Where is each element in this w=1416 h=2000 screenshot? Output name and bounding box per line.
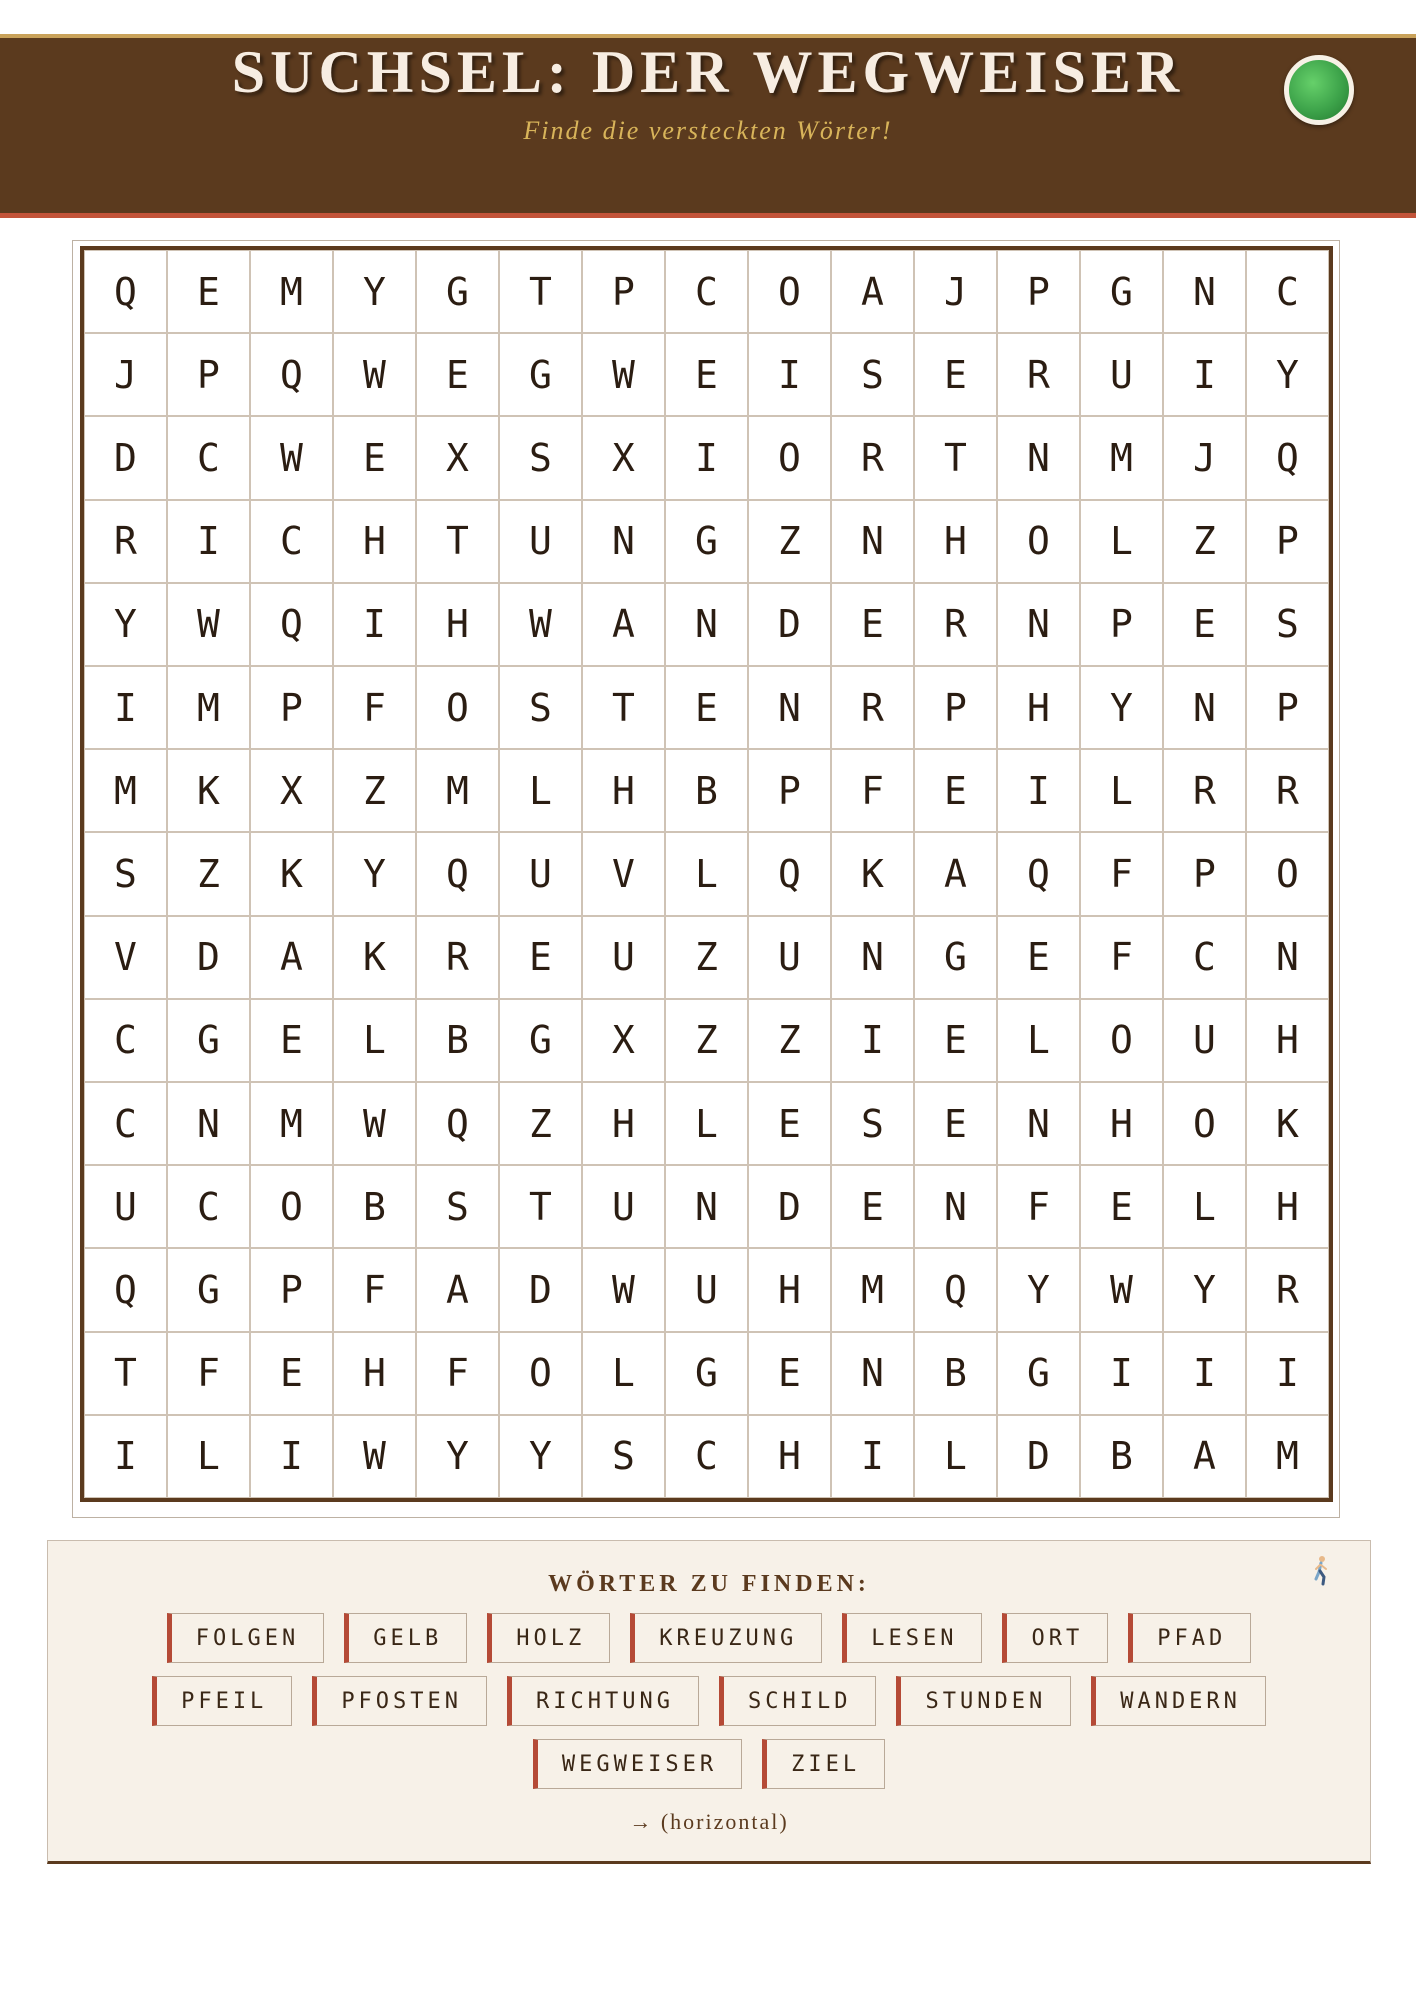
grid-cell[interactable]: K: [1246, 1082, 1329, 1165]
grid-cell[interactable]: Q: [914, 1248, 997, 1331]
grid-cell[interactable]: G: [416, 250, 499, 333]
grid-cell[interactable]: H: [582, 749, 665, 832]
grid-cell[interactable]: F: [997, 1165, 1080, 1248]
grid-cell[interactable]: G: [665, 500, 748, 583]
grid-cell[interactable]: L: [167, 1415, 250, 1498]
grid-cell[interactable]: Y: [499, 1415, 582, 1498]
grid-cell[interactable]: S: [582, 1415, 665, 1498]
grid-cell[interactable]: Z: [665, 999, 748, 1082]
grid-cell[interactable]: T: [84, 1332, 167, 1415]
grid-cell[interactable]: H: [748, 1248, 831, 1331]
word-chip: ZIEL: [762, 1739, 885, 1789]
status-indicator-icon: [1284, 55, 1354, 125]
grid-cell[interactable]: S: [416, 1165, 499, 1248]
grid-cell[interactable]: D: [84, 416, 167, 499]
grid-cell[interactable]: F: [1080, 832, 1163, 915]
grid-cell[interactable]: K: [831, 832, 914, 915]
grid-cell[interactable]: P: [1080, 583, 1163, 666]
grid-cell[interactable]: L: [914, 1415, 997, 1498]
grid-cell[interactable]: S: [499, 666, 582, 749]
grid-cell[interactable]: M: [250, 1082, 333, 1165]
grid-cell[interactable]: N: [914, 1165, 997, 1248]
grid-cell[interactable]: G: [499, 999, 582, 1082]
grid-cell[interactable]: Q: [416, 1082, 499, 1165]
grid-cell[interactable]: O: [748, 250, 831, 333]
word-chip: PFOSTEN: [312, 1676, 487, 1726]
grid-cell[interactable]: P: [167, 333, 250, 416]
grid-cell[interactable]: O: [1163, 1082, 1246, 1165]
grid-cell[interactable]: K: [250, 832, 333, 915]
grid-cell[interactable]: Y: [997, 1248, 1080, 1331]
grid-cell[interactable]: Y: [1246, 333, 1329, 416]
grid-cell[interactable]: N: [1163, 666, 1246, 749]
grid-cell[interactable]: I: [748, 333, 831, 416]
grid-cell[interactable]: A: [831, 250, 914, 333]
page-subtitle: Finde die versteckten Wörter!: [523, 116, 893, 145]
grid-cell[interactable]: D: [167, 916, 250, 999]
grid-cell[interactable]: M: [1080, 416, 1163, 499]
word-chip: GELB: [344, 1613, 467, 1663]
grid-cell[interactable]: E: [416, 333, 499, 416]
grid-cell[interactable]: W: [499, 583, 582, 666]
word-chip: FOLGEN: [167, 1613, 324, 1663]
grid-cell[interactable]: G: [1080, 250, 1163, 333]
grid-cell[interactable]: J: [1163, 416, 1246, 499]
grid-cell[interactable]: L: [1163, 1165, 1246, 1248]
word-row: [48, 1739, 1370, 1791]
grid-cell[interactable]: W: [582, 333, 665, 416]
grid-cell[interactable]: I: [1163, 1332, 1246, 1415]
word-list: [48, 1613, 1370, 1802]
grid-cell[interactable]: L: [665, 1082, 748, 1165]
word-chip: SCHILD: [719, 1676, 876, 1726]
grid-cell[interactable]: D: [997, 1415, 1080, 1498]
grid-cell[interactable]: Q: [84, 1248, 167, 1331]
grid-cell[interactable]: I: [333, 583, 416, 666]
word-chip: ORT: [1002, 1613, 1108, 1663]
grid-cell[interactable]: N: [997, 416, 1080, 499]
grid-cell[interactable]: L: [1080, 500, 1163, 583]
grid-cell[interactable]: J: [84, 333, 167, 416]
grid-cell[interactable]: K: [167, 749, 250, 832]
grid-cell[interactable]: F: [333, 1248, 416, 1331]
grid-cell[interactable]: I: [1080, 1332, 1163, 1415]
grid-cell[interactable]: P: [1163, 832, 1246, 915]
grid-cell[interactable]: Z: [748, 999, 831, 1082]
grid-cell[interactable]: Z: [333, 749, 416, 832]
grid-cell[interactable]: I: [665, 416, 748, 499]
grid-cell[interactable]: E: [665, 666, 748, 749]
grid-cell[interactable]: W: [1080, 1248, 1163, 1331]
grid-cell[interactable]: E: [914, 1082, 997, 1165]
grid-cell[interactable]: E: [1080, 1165, 1163, 1248]
grid-cell[interactable]: B: [665, 749, 748, 832]
grid-cell[interactable]: W: [333, 1082, 416, 1165]
grid-cell[interactable]: P: [914, 666, 997, 749]
grid-cell[interactable]: N: [831, 916, 914, 999]
grid-cell[interactable]: B: [1080, 1415, 1163, 1498]
grid-cell[interactable]: B: [914, 1332, 997, 1415]
grid-cell[interactable]: I: [84, 666, 167, 749]
grid-cell[interactable]: O: [748, 416, 831, 499]
grid-cell[interactable]: V: [84, 916, 167, 999]
grid-cell[interactable]: E: [665, 333, 748, 416]
grid-cell[interactable]: B: [333, 1165, 416, 1248]
grid-cell[interactable]: S: [831, 333, 914, 416]
grid-cell[interactable]: I: [1246, 1332, 1329, 1415]
grid-cell[interactable]: D: [748, 583, 831, 666]
grid-cell[interactable]: R: [416, 916, 499, 999]
grid-cell[interactable]: E: [831, 583, 914, 666]
grid-cell[interactable]: R: [1246, 1248, 1329, 1331]
grid-cell[interactable]: L: [499, 749, 582, 832]
word-chip: PFEIL: [152, 1676, 292, 1726]
grid-cell[interactable]: H: [416, 583, 499, 666]
grid-cell[interactable]: C: [1163, 916, 1246, 999]
grid-cell[interactable]: C: [84, 999, 167, 1082]
grid-cell[interactable]: S: [84, 832, 167, 915]
grid-cell[interactable]: A: [582, 583, 665, 666]
grid-cell[interactable]: R: [831, 416, 914, 499]
grid-cell[interactable]: U: [499, 500, 582, 583]
grid-cell[interactable]: U: [1080, 333, 1163, 416]
grid-cell[interactable]: I: [1163, 333, 1246, 416]
grid-cell[interactable]: Y: [333, 250, 416, 333]
grid-cell[interactable]: B: [416, 999, 499, 1082]
grid-cell[interactable]: C: [250, 500, 333, 583]
grid-cell[interactable]: H: [1246, 999, 1329, 1082]
grid-cell[interactable]: V: [582, 832, 665, 915]
grid-cell[interactable]: W: [333, 1415, 416, 1498]
grid-cell[interactable]: O: [997, 500, 1080, 583]
grid-cell[interactable]: P: [250, 666, 333, 749]
grid-cell[interactable]: E: [914, 999, 997, 1082]
grid-cell[interactable]: R: [1246, 749, 1329, 832]
grid-cell[interactable]: F: [831, 749, 914, 832]
grid-cell[interactable]: S: [499, 416, 582, 499]
grid-cell[interactable]: Z: [748, 500, 831, 583]
grid-cell[interactable]: G: [167, 999, 250, 1082]
grid-cell[interactable]: H: [914, 500, 997, 583]
word-chip: HOLZ: [487, 1613, 610, 1663]
page-title: SUCHSEL: DER WEGWEISER: [231, 39, 1185, 105]
word-bank: [47, 1540, 1371, 1864]
grid-cell[interactable]: M: [250, 250, 333, 333]
grid-cell[interactable]: W: [582, 1248, 665, 1331]
grid-cell[interactable]: T: [499, 1165, 582, 1248]
grid-cell[interactable]: U: [665, 1248, 748, 1331]
grid-cell[interactable]: Q: [997, 832, 1080, 915]
grid-cell[interactable]: H: [333, 500, 416, 583]
grid-cell[interactable]: E: [499, 916, 582, 999]
grid-cell[interactable]: E: [748, 1082, 831, 1165]
grid-cell[interactable]: H: [582, 1082, 665, 1165]
word-row: [48, 1613, 1370, 1665]
word-chip: KREUZUNG: [630, 1613, 822, 1663]
grid-cell[interactable]: R: [84, 500, 167, 583]
grid-cell[interactable]: N: [665, 583, 748, 666]
grid-cell[interactable]: N: [831, 1332, 914, 1415]
grid-cell[interactable]: R: [831, 666, 914, 749]
grid-cell[interactable]: U: [499, 832, 582, 915]
grid-cell[interactable]: P: [997, 250, 1080, 333]
grid-cell[interactable]: F: [333, 666, 416, 749]
grid-cell[interactable]: U: [582, 1165, 665, 1248]
grid-cell[interactable]: A: [250, 916, 333, 999]
grid-cell[interactable]: C: [167, 1165, 250, 1248]
grid-cell[interactable]: C: [1246, 250, 1329, 333]
grid-cell[interactable]: Q: [748, 832, 831, 915]
grid-cell[interactable]: Q: [1246, 416, 1329, 499]
grid-cell[interactable]: N: [1246, 916, 1329, 999]
grid-cell[interactable]: X: [582, 999, 665, 1082]
grid-cell[interactable]: O: [416, 666, 499, 749]
grid-cell[interactable]: M: [167, 666, 250, 749]
word-chip: STUNDEN: [896, 1676, 1071, 1726]
word-chip: PFAD: [1128, 1613, 1251, 1663]
grid-cell[interactable]: S: [831, 1082, 914, 1165]
grid-cell[interactable]: I: [831, 1415, 914, 1498]
grid-cell[interactable]: G: [167, 1248, 250, 1331]
grid-cell[interactable]: D: [499, 1248, 582, 1331]
grid-cell[interactable]: T: [416, 500, 499, 583]
grid-cell[interactable]: X: [250, 749, 333, 832]
grid-cell[interactable]: H: [997, 666, 1080, 749]
grid-cell[interactable]: I: [831, 999, 914, 1082]
walking-person-icon: [1309, 1555, 1333, 1587]
grid-cell[interactable]: Y: [84, 583, 167, 666]
grid-cell[interactable]: O: [499, 1332, 582, 1415]
grid-cell[interactable]: L: [997, 999, 1080, 1082]
grid-cell[interactable]: T: [914, 416, 997, 499]
letter-grid: [80, 246, 1333, 1502]
grid-cell[interactable]: A: [914, 832, 997, 915]
word-bank-title: WÖRTER ZU FINDEN:: [548, 1571, 870, 1597]
grid-cell[interactable]: P: [1246, 500, 1329, 583]
grid-cell[interactable]: M: [84, 749, 167, 832]
grid-cell[interactable]: N: [582, 500, 665, 583]
grid-cell[interactable]: N: [997, 1082, 1080, 1165]
grid-cell[interactable]: N: [1163, 250, 1246, 333]
grid-cell[interactable]: O: [1080, 999, 1163, 1082]
grid-cell[interactable]: L: [1080, 749, 1163, 832]
grid-cell[interactable]: O: [1246, 832, 1329, 915]
grid-cell[interactable]: C: [84, 1082, 167, 1165]
grid-cell[interactable]: E: [250, 999, 333, 1082]
grid-cell[interactable]: X: [416, 416, 499, 499]
grid-cell[interactable]: T: [499, 250, 582, 333]
grid-cell[interactable]: T: [582, 666, 665, 749]
grid-cell[interactable]: I: [250, 1415, 333, 1498]
grid-cell[interactable]: H: [1080, 1082, 1163, 1165]
grid-cell[interactable]: E: [997, 916, 1080, 999]
grid-cell[interactable]: W: [250, 416, 333, 499]
grid-cell[interactable]: G: [499, 333, 582, 416]
grid-cell[interactable]: M: [416, 749, 499, 832]
grid-cell[interactable]: E: [167, 250, 250, 333]
grid-cell[interactable]: N: [997, 583, 1080, 666]
grid-cell[interactable]: H: [1246, 1165, 1329, 1248]
grid-cell[interactable]: K: [333, 916, 416, 999]
word-chip: LESEN: [842, 1613, 982, 1663]
grid-cell[interactable]: W: [167, 583, 250, 666]
grid-cell[interactable]: G: [914, 916, 997, 999]
grid-cell[interactable]: A: [1163, 1415, 1246, 1498]
grid-cell[interactable]: C: [665, 1415, 748, 1498]
grid-cell[interactable]: L: [582, 1332, 665, 1415]
grid-cell[interactable]: E: [914, 333, 997, 416]
grid-cell[interactable]: Z: [665, 916, 748, 999]
grid-cell[interactable]: Y: [333, 832, 416, 915]
grid-cell[interactable]: F: [416, 1332, 499, 1415]
grid-cell[interactable]: W: [333, 333, 416, 416]
grid-cell[interactable]: G: [997, 1332, 1080, 1415]
grid-cell[interactable]: N: [167, 1082, 250, 1165]
grid-cell[interactable]: R: [914, 583, 997, 666]
grid-cell[interactable]: U: [84, 1165, 167, 1248]
grid-cell[interactable]: Q: [250, 583, 333, 666]
direction-note: → (horizontal): [629, 1809, 789, 1834]
grid-cell[interactable]: I: [997, 749, 1080, 832]
grid-cell[interactable]: R: [1163, 749, 1246, 832]
grid-cell[interactable]: N: [748, 666, 831, 749]
grid-cell[interactable]: U: [748, 916, 831, 999]
grid-cell[interactable]: U: [1163, 999, 1246, 1082]
grid-cell[interactable]: S: [1246, 583, 1329, 666]
grid-cell[interactable]: Q: [250, 333, 333, 416]
grid-cell[interactable]: R: [997, 333, 1080, 416]
grid-cell[interactable]: Y: [1080, 666, 1163, 749]
grid-cell[interactable]: L: [333, 999, 416, 1082]
grid-cell[interactable]: F: [167, 1332, 250, 1415]
grid-cell[interactable]: O: [250, 1165, 333, 1248]
grid-cell[interactable]: E: [250, 1332, 333, 1415]
grid-cell[interactable]: X: [582, 416, 665, 499]
grid-cell[interactable]: H: [333, 1332, 416, 1415]
grid-cell[interactable]: M: [1246, 1415, 1329, 1498]
grid-cell[interactable]: Z: [167, 832, 250, 915]
word-chip: WANDERN: [1091, 1676, 1266, 1726]
grid-cell[interactable]: D: [748, 1165, 831, 1248]
word-chip: WEGWEISER: [533, 1739, 742, 1789]
grid-cell[interactable]: N: [665, 1165, 748, 1248]
grid-cell[interactable]: J: [914, 250, 997, 333]
grid-cell[interactable]: E: [914, 749, 997, 832]
grid-cell[interactable]: P: [250, 1248, 333, 1331]
word-row: [48, 1676, 1370, 1728]
grid-cell[interactable]: P: [582, 250, 665, 333]
grid-cell[interactable]: F: [1080, 916, 1163, 999]
grid-cell[interactable]: P: [1246, 666, 1329, 749]
grid-cell[interactable]: L: [665, 832, 748, 915]
grid-cell[interactable]: Q: [84, 250, 167, 333]
grid-cell[interactable]: Z: [499, 1082, 582, 1165]
grid-cell[interactable]: Y: [1163, 1248, 1246, 1331]
grid-cell[interactable]: E: [333, 416, 416, 499]
grid-cell[interactable]: C: [167, 416, 250, 499]
grid-cell[interactable]: U: [582, 916, 665, 999]
grid-cell[interactable]: I: [167, 500, 250, 583]
grid-cell[interactable]: E: [831, 1165, 914, 1248]
grid-cell[interactable]: Z: [1163, 500, 1246, 583]
grid-cell[interactable]: A: [416, 1248, 499, 1331]
grid-cell[interactable]: E: [1163, 583, 1246, 666]
grid-cell[interactable]: M: [831, 1248, 914, 1331]
grid-cell[interactable]: C: [665, 250, 748, 333]
grid-cell[interactable]: N: [831, 500, 914, 583]
grid-cell[interactable]: Y: [416, 1415, 499, 1498]
word-chip: RICHTUNG: [507, 1676, 699, 1726]
grid-cell[interactable]: E: [748, 1332, 831, 1415]
grid-cell[interactable]: P: [748, 749, 831, 832]
grid-cell[interactable]: Q: [416, 832, 499, 915]
grid-cell[interactable]: G: [665, 1332, 748, 1415]
grid-cell[interactable]: H: [748, 1415, 831, 1498]
grid-cell[interactable]: I: [84, 1415, 167, 1498]
